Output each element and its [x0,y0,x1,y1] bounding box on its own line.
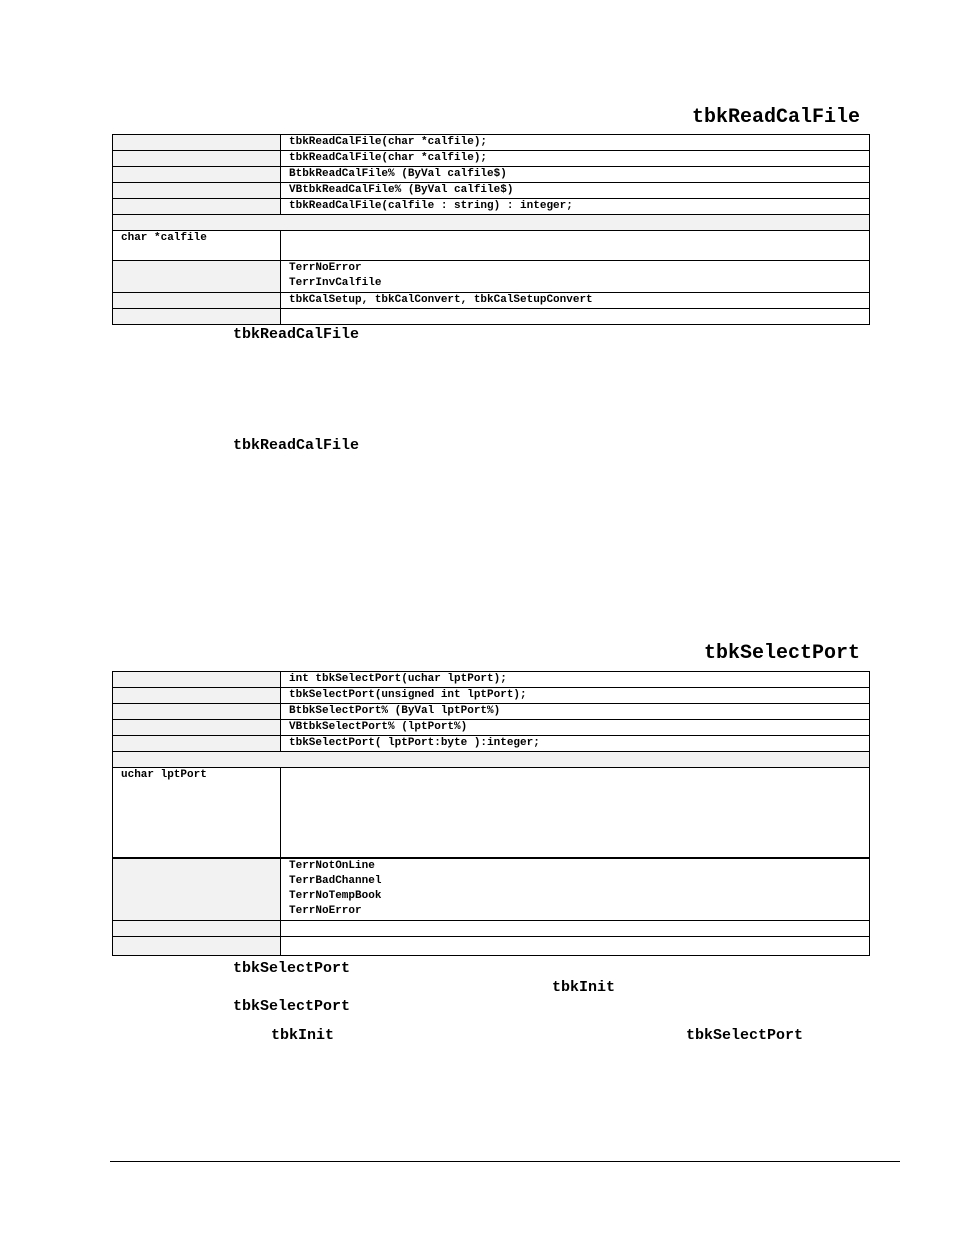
table-row [113,704,870,720]
body-function-reference: tbkReadCalFile [233,326,360,343]
row-label [113,921,281,937]
table-row [113,183,870,199]
body-function-reference: tbkReadCalFile [233,437,360,454]
parameter-name: uchar lptPort [113,768,281,859]
parameter-description [281,768,870,859]
empty-cell [281,937,870,956]
return-code: TerrBadChannel [289,875,382,887]
parameter-description [281,231,870,261]
table-row [113,167,870,183]
table-row [113,736,870,752]
row-label [113,672,281,688]
body-function-reference: tbkInit [552,979,616,996]
prototype-cell: VBtbkReadCalFile% (ByVal calfile$) [281,183,870,199]
table-row [113,261,870,293]
function-title-tbkselectport: tbkSelectPort [703,642,860,665]
band-cell [113,215,870,231]
table-row [113,151,870,167]
prototype-cell: int tbkSelectPort(uchar lptPort); [281,672,870,688]
prototype-cell: BtbkReadCalFile% (ByVal calfile$) [281,167,870,183]
prototype-cell: tbkReadCalFile(calfile : string) : integer; [281,199,870,215]
prototype-cell: VBtbkSelectPort% (lptPort%) [281,720,870,736]
section-band [113,752,870,768]
body-function-reference: tbkSelectPort [686,1027,804,1044]
row-label [113,135,281,151]
returns-cell [281,858,870,921]
see-also-cell: tbkCalSetup, tbkCalConvert, tbkCalSetupConvert [281,293,870,309]
return-code: TerrNoError [289,262,362,274]
table-row [113,688,870,704]
row-label [113,937,281,956]
band-cell [113,752,870,768]
table-row [113,937,870,956]
table-row [113,858,870,921]
row-label [113,151,281,167]
row-label [113,309,281,325]
table-row [113,293,870,309]
section-band [113,215,870,231]
row-label [113,199,281,215]
spec-table-tbkselectport [112,671,870,956]
row-label [113,293,281,309]
table-row [113,672,870,688]
body-function-reference: tbkInit [271,1027,335,1044]
table-row [113,231,870,261]
return-code: TerrInvCalfile [289,277,382,289]
table-row [113,199,870,215]
table-row [113,768,870,859]
row-label [113,261,281,293]
table-row [113,309,870,325]
prototype-cell: tbkSelectPort( lptPort:byte ):integer; [281,736,870,752]
return-code: TerrNotOnLine [289,860,375,872]
row-label [113,720,281,736]
row-label [113,704,281,720]
empty-cell [281,309,870,325]
row-label [113,688,281,704]
empty-cell [281,921,870,937]
row-label [113,858,281,921]
table-row [113,720,870,736]
row-label [113,167,281,183]
returns-cell [281,261,870,293]
body-function-reference: tbkSelectPort [233,998,351,1015]
footer-rule [110,1161,900,1162]
prototype-cell: tbkSelectPort(unsigned int lptPort); [281,688,870,704]
parameter-name: char *calfile [113,231,281,261]
return-code: TerrNoTempBook [289,890,382,902]
spec-table-tbkreadcalfile [112,134,870,325]
table-row [113,921,870,937]
body-function-reference: tbkSelectPort [233,960,351,977]
return-code: TerrNoError [289,905,362,917]
row-label [113,736,281,752]
prototype-cell: tbkReadCalFile(char *calfile); [281,151,870,167]
row-label [113,183,281,199]
function-title-tbkreadcalfile: tbkReadCalFile [691,106,860,129]
prototype-cell: tbkReadCalFile(char *calfile); [281,135,870,151]
prototype-cell: BtbkSelectPort% (ByVal lptPort%) [281,704,870,720]
table-row [113,135,870,151]
